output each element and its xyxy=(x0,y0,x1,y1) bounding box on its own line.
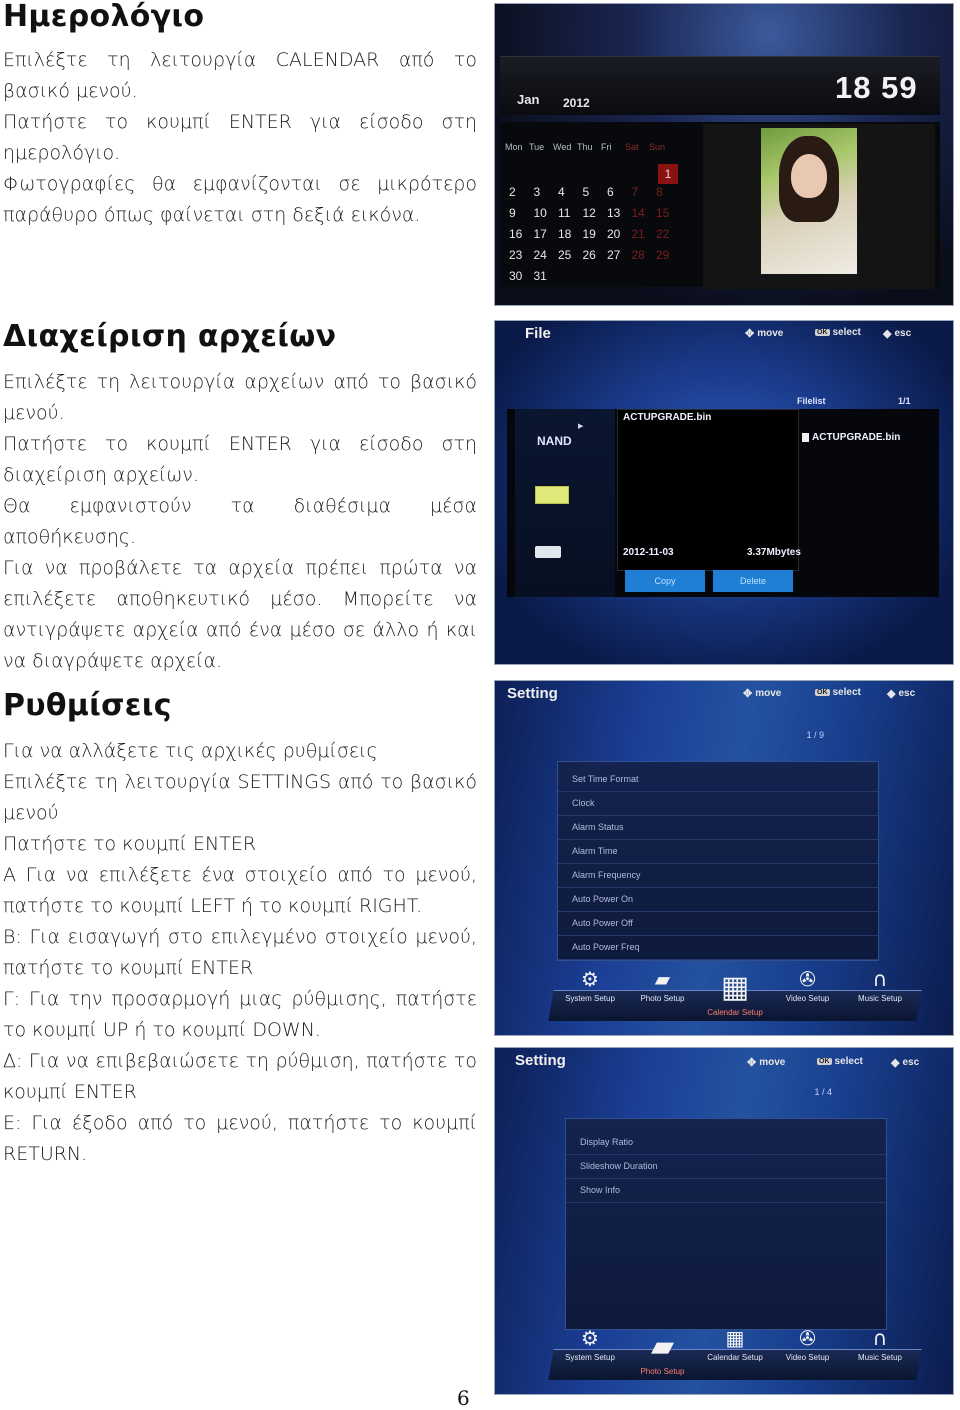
calendar-day[interactable]: 28 xyxy=(631,248,645,262)
calendar-day[interactable] xyxy=(583,164,608,185)
calendar-section xyxy=(3,0,477,231)
settings-section xyxy=(3,689,477,1170)
calendar-day[interactable] xyxy=(509,164,534,185)
dock-system-setup[interactable] xyxy=(555,1327,625,1376)
menu-item[interactable]: Alarm Status xyxy=(558,816,878,840)
gear-icon: ⚙ xyxy=(581,1326,599,1350)
filelist-label: Filelist xyxy=(797,396,826,406)
paragraph: Πατήστε το κουμπί ENTER για είσοδο στη διαχείριση αρχείων. xyxy=(3,433,477,486)
calendar-day[interactable]: 7 xyxy=(631,185,639,199)
dock-label: Video Setup xyxy=(785,994,830,1003)
calendar-screenshot xyxy=(494,3,954,306)
calendar-day[interactable]: 26 xyxy=(582,248,596,262)
hint-esc xyxy=(887,687,915,700)
weekday-label: Mon xyxy=(505,142,523,152)
calendar-day[interactable]: 1 xyxy=(658,164,678,184)
filelist-item-name: ACTUPGRADE.bin xyxy=(812,432,901,443)
settings-dock-items xyxy=(555,1327,915,1376)
dock-label: Calendar Setup xyxy=(707,1353,763,1362)
calendar-day[interactable]: 15 xyxy=(656,206,670,220)
paragraph: Δ: Για να επιβεβαιώσετε τη ρύθμιση, πατήστε το κουμπί ENTER xyxy=(3,1050,477,1103)
film-reel-icon: ✇ xyxy=(799,967,816,991)
calendar-day-grid xyxy=(509,164,689,290)
hint-select xyxy=(815,687,861,698)
calendar-day[interactable] xyxy=(558,269,583,290)
dock-label: Video Setup xyxy=(785,1353,830,1362)
file-manager-screenshot xyxy=(494,320,954,665)
dock-label: Music Setup xyxy=(857,1353,903,1362)
page-number: 6 xyxy=(457,1386,470,1410)
dock-label: System Setup xyxy=(565,994,615,1003)
screen-title: Setting xyxy=(507,685,558,702)
hint-esc xyxy=(891,1056,919,1069)
paragraph: Για να αλλάξετε τις αρχικές ρυθμίσεις xyxy=(3,740,378,762)
calendar-day[interactable]: 9 xyxy=(509,206,516,220)
hint-esc-label: esc xyxy=(902,1057,920,1068)
calendar-day[interactable]: 8 xyxy=(656,185,663,199)
hint-move-label: move xyxy=(755,688,782,699)
paragraph: Γ: Για την προσαρμογή μιας ρύθμισης, πατήστε το κουμπί UP ή το κουμπί DOWN. xyxy=(3,988,477,1041)
dock-label: Photo Setup xyxy=(640,1367,685,1376)
file-date: 2012-11-03 xyxy=(623,547,674,558)
settings-menu xyxy=(565,1087,887,1330)
move-icon: ✥ xyxy=(747,1057,757,1069)
file-icon xyxy=(802,433,809,442)
dock-video-setup[interactable] xyxy=(773,1327,843,1376)
headphones-icon: ∩ xyxy=(872,967,888,991)
hint-select-label: select xyxy=(832,327,861,338)
hint-move-label: move xyxy=(757,328,784,339)
calendar-day[interactable]: 27 xyxy=(607,248,621,262)
gear-icon: ⚙ xyxy=(581,967,599,991)
settings-screenshot-2 xyxy=(494,1047,954,1395)
weekday-label: Sun xyxy=(649,142,666,152)
hint-move xyxy=(743,687,781,700)
dock-video-setup[interactable] xyxy=(773,968,843,1017)
screen-title: File xyxy=(525,325,551,342)
film-reel-icon: ✇ xyxy=(799,1326,816,1350)
paragraph: Α Για να επιλέξετε ένα στοιχείο από το μενού, πατήστε το κουμπί LEFT ή το κουμπί RIGHT. xyxy=(3,864,477,917)
weekday-label: Fri xyxy=(601,142,612,152)
hint-move-label: move xyxy=(759,1057,786,1068)
calendar-clock: 18 59 xyxy=(835,70,918,105)
settings-screenshot-1 xyxy=(494,680,954,1036)
calendar-day[interactable] xyxy=(607,164,632,185)
filelist-item[interactable] xyxy=(802,432,900,443)
preview-file-name: ACTUPGRADE.bin xyxy=(623,412,712,423)
paragraph: Πατήστε το κουμπί ENTER xyxy=(3,833,257,855)
calendar-icon: ▦ xyxy=(725,1326,745,1350)
calendar-week-row xyxy=(509,269,689,290)
usb-drive-icon[interactable] xyxy=(535,546,561,558)
weekday-label: Tue xyxy=(529,142,545,152)
move-icon: ✥ xyxy=(745,328,755,340)
calendar-week-row xyxy=(509,206,689,227)
play-arrow-icon: ▶ xyxy=(578,422,584,430)
delete-button[interactable]: Delete xyxy=(713,570,793,592)
dock-label: Calendar Setup xyxy=(707,1008,763,1017)
section-title-settings: Ρυθμίσεις xyxy=(3,688,172,723)
calendar-day[interactable]: 24 xyxy=(533,248,547,262)
settings-menu xyxy=(557,730,879,961)
calendar-text xyxy=(3,45,477,231)
calendar-day[interactable]: 18 xyxy=(558,227,572,241)
calendar-day[interactable]: 14 xyxy=(631,206,645,220)
hint-select-label: select xyxy=(832,687,861,698)
weekday-label: Thu xyxy=(577,142,593,152)
paragraph: Β: Για εισαγωγή στο επιλεγμένο στοιχείο μενού, πατήστε το κουμπί ENTER xyxy=(3,926,477,979)
menu-item[interactable]: Show Info xyxy=(566,1179,886,1203)
calendar-day[interactable] xyxy=(607,269,632,290)
return-icon: ◆ xyxy=(887,688,896,700)
hint-select-label: select xyxy=(834,1056,863,1067)
hint-select xyxy=(815,327,861,338)
calendar-day[interactable]: 11 xyxy=(558,206,571,220)
return-icon: ◆ xyxy=(891,1057,900,1069)
calendar-day[interactable]: 3 xyxy=(533,185,541,199)
menu-item[interactable]: Auto Power Freq xyxy=(558,936,878,960)
calendar-day[interactable]: 6 xyxy=(607,185,614,199)
ok-key-icon: OK xyxy=(817,329,828,336)
calendar-day[interactable]: 21 xyxy=(631,227,645,241)
filelist-page: 1/1 xyxy=(898,396,911,406)
move-icon: ✥ xyxy=(743,688,753,700)
paragraph: Θα εμφανιστούν τα διαθέσιμα μέσα αποθήκευσης. xyxy=(3,495,477,548)
photo-icon: ▰ xyxy=(650,1329,675,1364)
calendar-day[interactable]: 17 xyxy=(533,227,547,241)
menu-page-indicator: 1 / 9 xyxy=(806,730,824,740)
menu-item[interactable]: Slideshow Duration xyxy=(566,1155,886,1179)
menu-item[interactable]: Auto Power Off xyxy=(558,912,878,936)
ok-key-icon: OK xyxy=(819,1058,830,1065)
storage-nand[interactable]: NAND xyxy=(537,434,572,448)
menu-item[interactable]: Alarm Time xyxy=(558,840,878,864)
calendar-day[interactable]: 22 xyxy=(656,227,670,241)
hint-move xyxy=(745,327,783,340)
photo-icon: ▰ xyxy=(654,967,671,991)
file-size: 3.37Mbytes xyxy=(747,547,801,558)
dock-calendar-setup[interactable] xyxy=(700,1327,770,1376)
menu-page-indicator: 1 / 4 xyxy=(814,1087,832,1097)
copy-button[interactable]: Copy xyxy=(625,570,705,592)
weekday-label: Wed xyxy=(553,142,572,152)
calendar-week-row xyxy=(509,248,689,269)
dock-photo-setup[interactable] xyxy=(628,1327,698,1376)
settings-text xyxy=(3,736,477,1170)
calendar-day[interactable] xyxy=(632,269,657,290)
dock-system-setup[interactable] xyxy=(555,968,625,1017)
calendar-day[interactable]: 19 xyxy=(582,227,596,241)
paragraph: Επιλέξτε τη λειτουργία SETTINGS από το βασικό μενού xyxy=(3,771,477,824)
calendar-day[interactable]: 25 xyxy=(558,248,572,262)
hint-esc-label: esc xyxy=(894,328,912,339)
hint-move xyxy=(747,1056,785,1069)
calendar-day[interactable]: 16 xyxy=(509,227,523,241)
paragraph: Πατήστε το κουμπί ENTER για είσοδο στη ημερολόγιο. xyxy=(3,111,477,164)
dock-label: Music Setup xyxy=(857,994,903,1003)
calendar-icon: ▦ xyxy=(720,970,750,1005)
calendar-day[interactable]: 10 xyxy=(533,206,547,220)
menu-item[interactable]: Display Ratio xyxy=(566,1131,886,1155)
menu-item[interactable]: Set Time Format xyxy=(558,768,878,792)
hint-select xyxy=(817,1056,863,1067)
calendar-day[interactable] xyxy=(534,164,559,185)
paragraph: Ε: Για έξοδο από το μενού, πατήστε το κουμπί RETURN. xyxy=(3,1112,477,1165)
hint-esc xyxy=(883,327,911,340)
dock-music-setup[interactable] xyxy=(845,968,915,1017)
section-title-files: Διαχείριση αρχείων xyxy=(3,319,337,354)
calendar-day[interactable] xyxy=(656,269,681,290)
photo-subject-face xyxy=(791,154,827,198)
menu-item[interactable]: Alarm Frequency xyxy=(558,864,878,888)
calendar-day[interactable]: 30 xyxy=(509,269,523,283)
calendar-day[interactable]: 2 xyxy=(509,185,516,199)
calendar-day[interactable]: 29 xyxy=(656,248,670,262)
ok-key-icon: OK xyxy=(817,689,828,696)
menu-item[interactable]: Clock xyxy=(558,792,878,816)
headphones-icon: ∩ xyxy=(872,1326,888,1350)
calendar-day[interactable]: 4 xyxy=(558,185,565,199)
calendar-day[interactable] xyxy=(632,164,657,185)
calendar-year: 2012 xyxy=(563,96,590,110)
section-title-calendar: Ημερολόγιο xyxy=(3,0,205,34)
calendar-week-row xyxy=(509,227,689,248)
calendar-day[interactable]: 13 xyxy=(607,206,621,220)
screen-title: Setting xyxy=(515,1052,566,1069)
paragraph: Φωτογραφίες θα εμφανίζονται σε μικρότερο παράθυρο όπως φαίνεται στη δεξιά εικόνα. xyxy=(3,173,477,226)
calendar-day[interactable] xyxy=(583,269,608,290)
dock-photo-setup[interactable] xyxy=(628,968,698,1017)
dock-label: Photo Setup xyxy=(640,994,685,1003)
calendar-day[interactable]: 12 xyxy=(582,206,596,220)
dock-music-setup[interactable] xyxy=(845,1327,915,1376)
calendar-week-row xyxy=(509,164,689,185)
files-section xyxy=(3,320,477,677)
paragraph: Για να προβάλετε τα αρχεία πρέπει πρώτα να επιλέξετε αποθηκευτικό μέσο. Μπορείτε να αντιγράψετε αρχεία από ένα μέσο σε άλλο ή και να διαγράψετε αρχεία. xyxy=(3,557,477,672)
calendar-day[interactable] xyxy=(558,164,583,185)
calendar-day[interactable]: 5 xyxy=(582,185,590,199)
calendar-day[interactable]: 20 xyxy=(607,227,621,241)
paragraph: Επιλέξτε τη λειτουργία CALENDAR από το βασικό μενού. xyxy=(3,49,477,102)
sd-card-icon[interactable] xyxy=(535,486,569,504)
return-icon: ◆ xyxy=(883,328,892,340)
calendar-week-row xyxy=(509,185,689,206)
paragraph: Επιλέξτε τη λειτουργία αρχείων από το βασικό μενού. xyxy=(3,371,477,424)
calendar-day[interactable]: 23 xyxy=(509,248,523,262)
dock-label: System Setup xyxy=(565,1353,615,1362)
files-text xyxy=(3,367,477,677)
weekday-label: Sat xyxy=(625,142,639,152)
calendar-month: Jan xyxy=(517,92,540,107)
menu-item[interactable]: Auto Power On xyxy=(558,888,878,912)
dock-calendar-setup[interactable] xyxy=(700,968,770,1017)
settings-dock-items xyxy=(555,968,915,1017)
calendar-weekday-row xyxy=(505,142,685,152)
hint-esc-label: esc xyxy=(898,688,916,699)
calendar-day[interactable]: 31 xyxy=(533,269,547,283)
